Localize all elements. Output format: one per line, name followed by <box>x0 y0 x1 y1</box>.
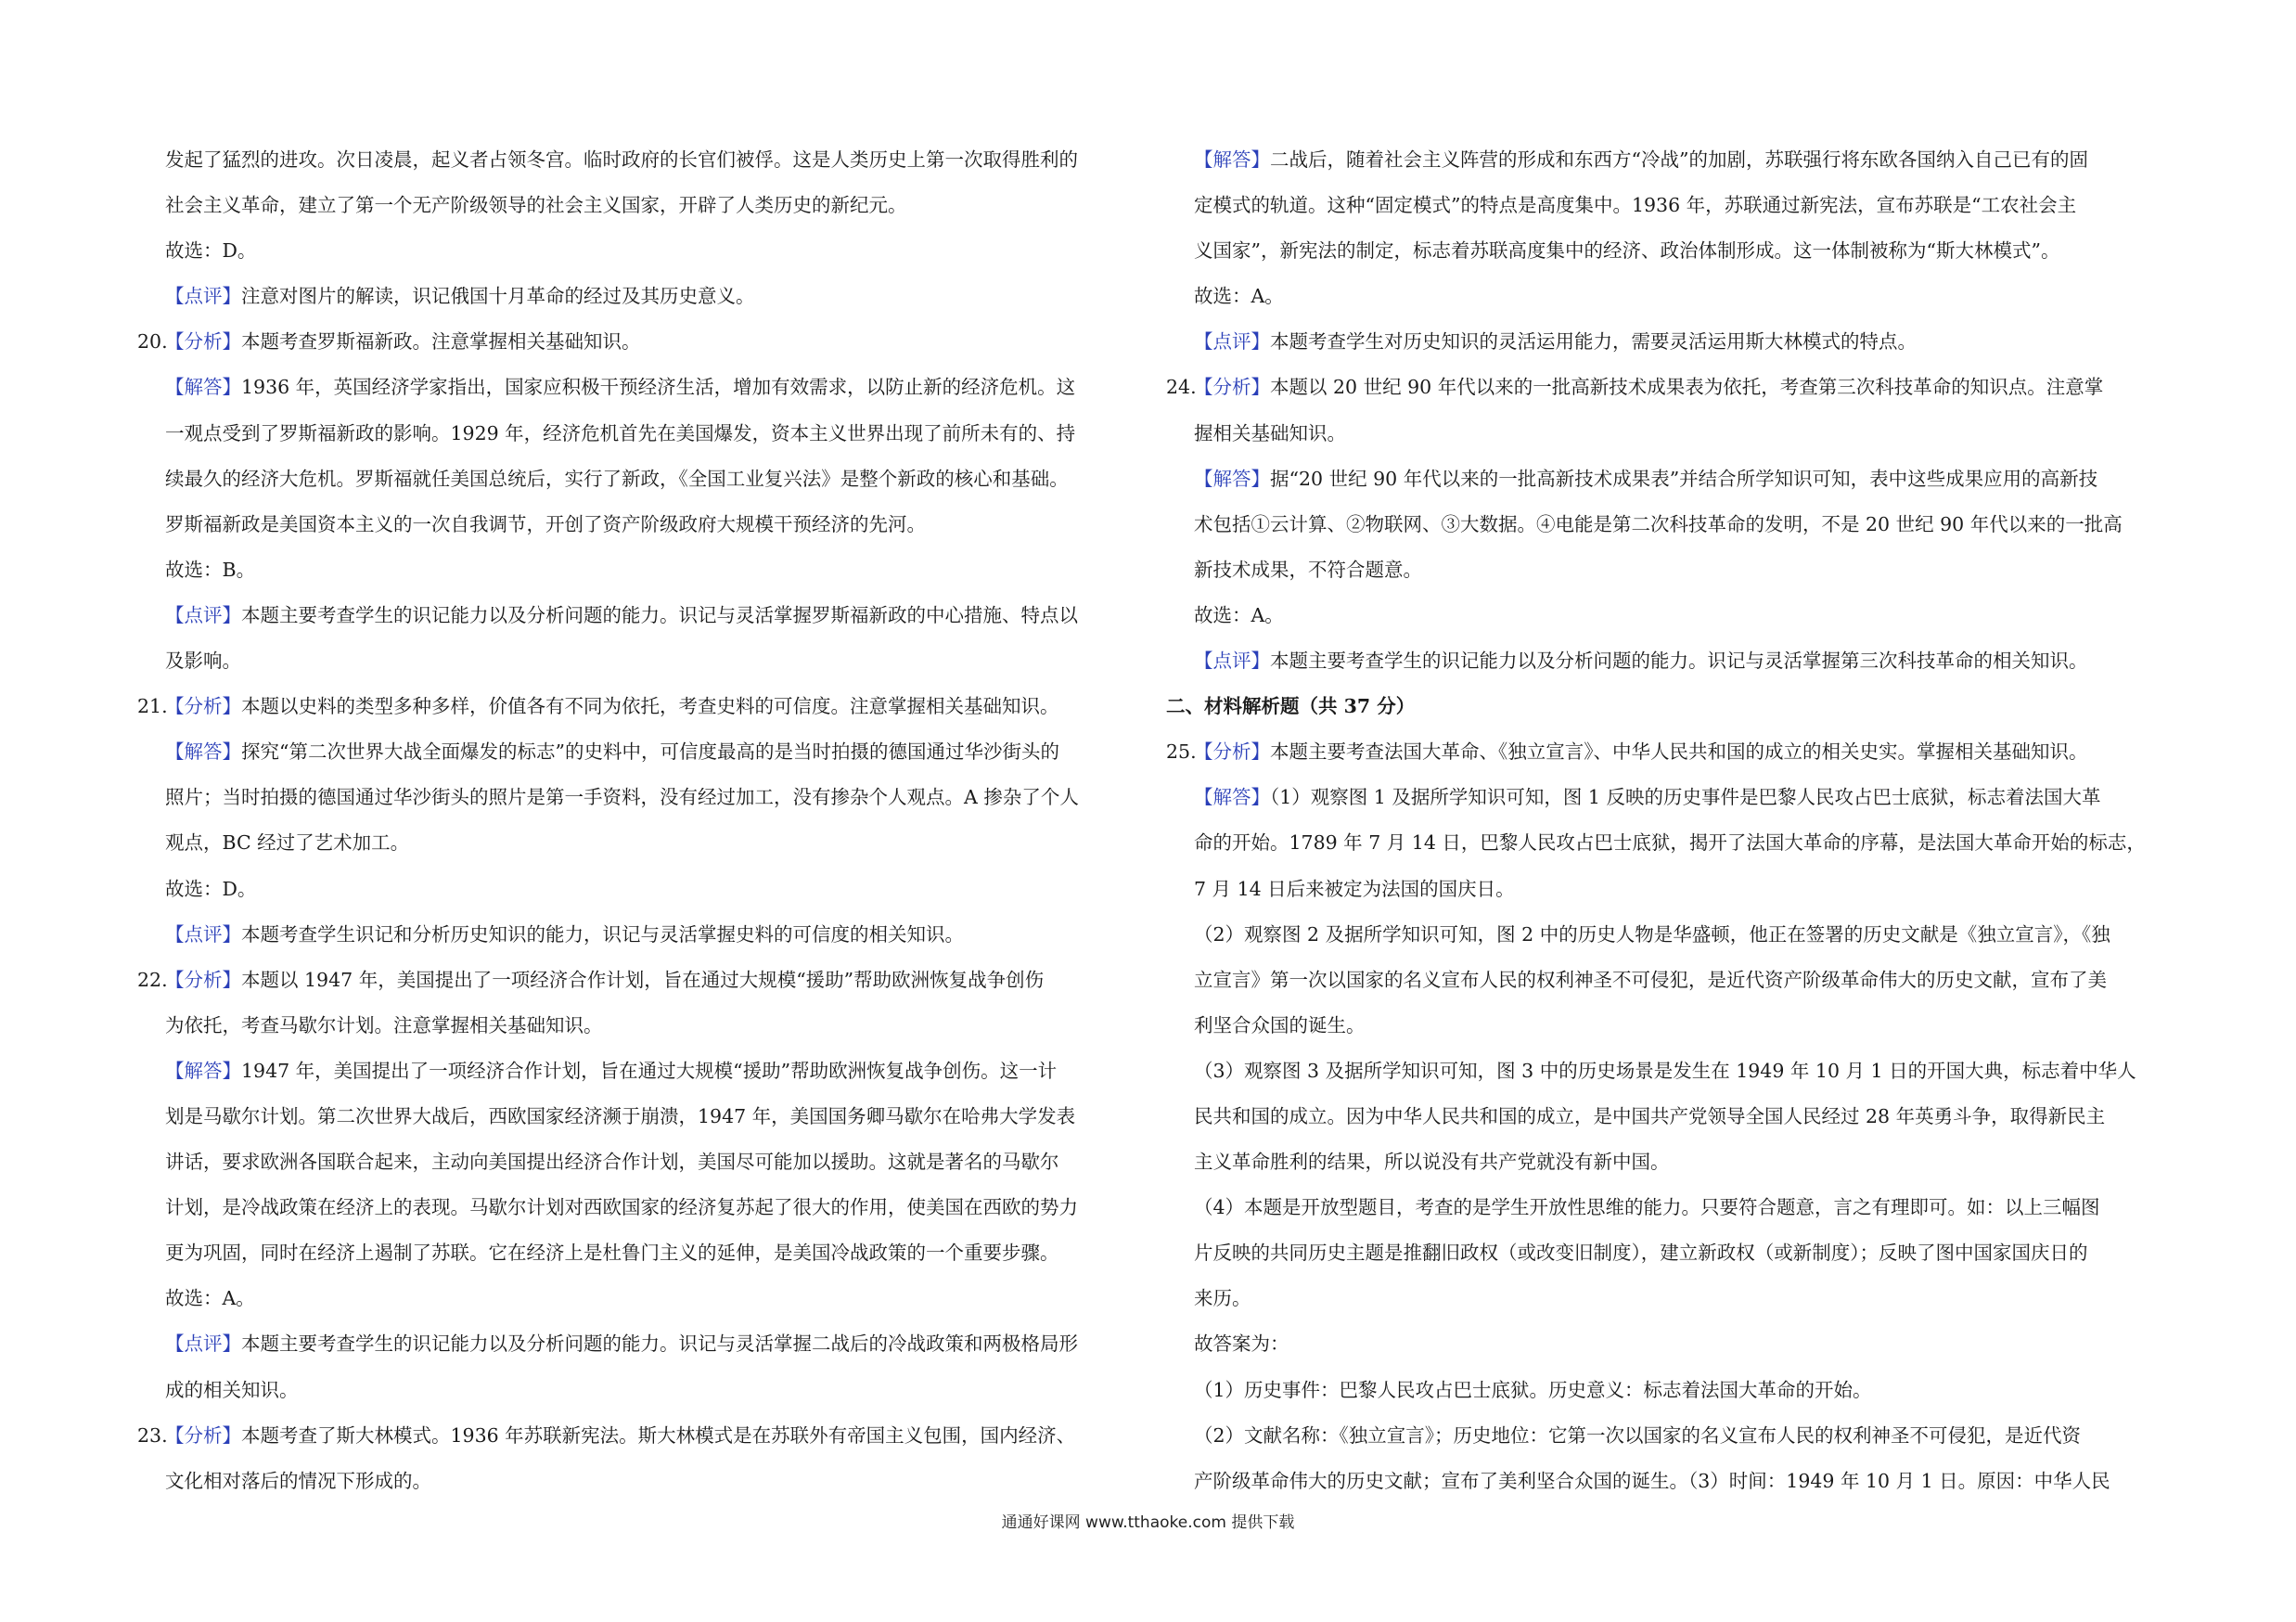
text-line <box>137 638 1144 684</box>
line-text: 故选：A。 <box>165 1287 255 1310</box>
answer-tag: 【点评】 <box>1194 650 1270 673</box>
line-text: 观点，BC 经过了艺术加工。 <box>165 831 410 855</box>
line-text: （1）观察图 1 及据所学知识可知，图 1 反映的历史事件是巴黎人民攻占巴士底狱，标志着法国大革 <box>1270 786 2101 809</box>
answer-tag: 【点评】 <box>165 285 241 308</box>
line-text: 义国家”，新宪法的制定，标志着苏联高度集中的经济、政治体制形成。这一体制被称为“斯大林模式”。 <box>1194 239 2060 263</box>
line-text: 7 月 14 日后来被定为法国的国庆日。 <box>1194 877 1515 900</box>
answer-tag: 【分析】 <box>165 695 241 718</box>
text-line <box>137 1003 1144 1049</box>
text-line <box>1166 958 2173 1003</box>
text-line <box>137 411 1144 457</box>
text-line <box>137 820 1144 866</box>
answer-tag: 【点评】 <box>165 1332 241 1356</box>
text-line <box>137 457 1144 502</box>
answer-tag: 【分析】 <box>165 1423 241 1447</box>
text-line <box>137 137 1144 183</box>
line-text: 成的相关知识。 <box>165 1378 299 1401</box>
line-text: （2）观察图 2 及据所学知识可知，图 2 中的历史人物是华盛顿，他正在签署的历史文献是《独立宣言》，《独 <box>1194 922 2110 946</box>
text-line <box>1166 1230 2173 1276</box>
section-heading-text: 二、材料解析题（共 37 分） <box>1166 695 1416 718</box>
line-text: （3）观察图 3 及据所学知识可知，图 3 中的历史场景是发生在 1949 年 10 月 1 日的开国大典，标志着中华人 <box>1194 1059 2136 1082</box>
question-number: 21. <box>137 695 168 718</box>
text-line <box>1166 502 2173 547</box>
text-line <box>1166 1139 2173 1185</box>
left-column <box>137 137 1144 1504</box>
line-text: 更为巩固，同时在经济上遏制了苏联。它在经济上是杜鲁门主义的延伸，是美国冷战政策的一个重要步骤。 <box>165 1242 1059 1265</box>
line-text: 划是马歇尔计划。第二次世界大战后，西欧国家经济濒于崩溃，1947 年，美国国务卿马歇尔在哈弗大学发表 <box>165 1104 1076 1127</box>
line-text: 故选：B。 <box>165 558 256 581</box>
line-text: 本题考查学生对历史知识的灵活运用能力，需要灵活运用斯大林模式的特点。 <box>1270 330 1917 354</box>
answer-tag: 【解答】 <box>165 740 241 764</box>
text-line <box>137 547 1144 593</box>
question-number: 24. <box>1166 376 1197 399</box>
question-number: 25. <box>1166 740 1197 764</box>
answer-tag: 【分析】 <box>165 330 241 354</box>
text-line <box>1166 1185 2173 1230</box>
line-text: 本题以史料的类型多种多样，价值各有不同为依托，考查史料的可信度。注意掌握相关基础知识。 <box>241 695 1059 718</box>
text-line <box>1166 1368 2173 1413</box>
text-line <box>137 1321 1144 1367</box>
line-text: 故选：A。 <box>1194 603 1284 626</box>
text-line <box>1166 1276 2173 1321</box>
line-text: （4）本题是开放型题目，考查的是学生开放性思维的能力。只要符合题意，言之有理即可。如：以上三幅图 <box>1194 1196 2100 1219</box>
text-line <box>1166 775 2173 820</box>
answer-tag: 【分析】 <box>165 968 241 991</box>
answer-tag: 【解答】 <box>1194 786 1270 809</box>
text-line <box>137 912 1144 958</box>
answer-tag: 【点评】 <box>165 922 241 946</box>
text-line <box>1166 638 2173 684</box>
text-line <box>137 365 1144 410</box>
line-text: 故选：A。 <box>1194 285 1284 308</box>
line-text: 续最久的经济大危机。罗斯福就任美国总统后，实行了新政，《全国工业复兴法》是整个新政的核心和基础。 <box>165 467 1069 490</box>
line-text: 新技术成果，不符合题意。 <box>1194 558 1422 581</box>
line-text: 产阶级革命伟大的历史文献；宣布了美利坚合众国的诞生。（3）时间：1949 年 10 月 1 日。原因：中华人民 <box>1194 1469 2110 1492</box>
line-text: 计划，是冷战政策在经济上的表现。马歇尔计划对西欧国家的经济复苏起了很大的作用，使美国在西欧的势力 <box>165 1196 1078 1219</box>
text-line <box>137 1230 1144 1276</box>
text-line <box>137 729 1144 775</box>
text-line <box>1166 1413 2173 1459</box>
answer-tag: 【解答】 <box>1194 467 1270 490</box>
text-line <box>137 228 1144 274</box>
line-text: 照片；当时拍摄的德国通过华沙街头的照片是第一手资料，没有经过加工，没有掺杂个人观点。A 掺杂了个人 <box>165 786 1079 809</box>
line-text: 本题主要考查学生的识记能力以及分析问题的能力。识记与灵活掌握二战后的冷战政策和两极格局形 <box>241 1332 1078 1356</box>
line-text: 讲话，要求欧洲各国联合起来，主动向美国提出经济合作计划，美国尽可能加以援助。这就是著名的马歇尔 <box>165 1151 1059 1174</box>
line-text: 1936 年，英国经济学家指出，国家应积极干预经济生活，增加有效需求，以防止新的经济危机。这 <box>241 376 1076 399</box>
text-line <box>1166 729 2173 775</box>
line-text: 术包括①云计算、②物联网、③大数据。④电能是第二次科技革命的发明，不是 20 世纪 90 年代以来的一批高 <box>1194 512 2123 535</box>
line-text: 文化相对落后的情况下形成的。 <box>165 1469 431 1492</box>
question-number: 22. <box>137 968 168 991</box>
line-text: 本题以 1947 年，美国提出了一项经济合作计划，旨在通过大规模“援助”帮助欧洲恢复战争创伤 <box>241 968 1045 991</box>
answer-tag: 【点评】 <box>1194 330 1270 354</box>
line-text: 利坚合众国的诞生。 <box>1194 1013 1366 1036</box>
text-line <box>1166 1094 2173 1139</box>
text-line <box>1166 1049 2173 1094</box>
text-line <box>1166 228 2173 274</box>
answer-tag: 【分析】 <box>1194 740 1270 764</box>
text-line <box>137 775 1144 820</box>
text-line <box>137 1139 1144 1185</box>
text-line <box>137 1368 1144 1413</box>
text-line <box>137 1276 1144 1321</box>
line-text: 探究“第二次世界大战全面爆发的标志”的史料中，可信度最高的是当时拍摄的德国通过华沙街头的 <box>241 740 1059 764</box>
line-text: （2）文献名称：《独立宣言》；历史地位：它第一次以国家的名义宣布人民的权利神圣不可侵犯，是近代资 <box>1194 1423 2082 1447</box>
line-text: 1947 年，美国提出了一项经济合作计划，旨在通过大规模“援助”帮助欧洲恢复战争创伤。这一计 <box>241 1059 1058 1082</box>
line-text: （1）历史事件：巴黎人民攻占巴士底狱。历史意义：标志着法国大革命的开始。 <box>1194 1378 1872 1401</box>
line-text: 一观点受到了罗斯福新政的影响。1929 年，经济危机首先在美国爆发，资本主义世界出现了前所未有的、持 <box>165 421 1076 444</box>
line-text: 本题主要考查学生的识记能力以及分析问题的能力。识记与灵活掌握罗斯福新政的中心措施、特点以 <box>241 603 1078 626</box>
text-line <box>137 1185 1144 1230</box>
line-text: 及影响。 <box>165 650 241 673</box>
question-number: 23. <box>137 1423 168 1447</box>
line-text: 发起了猛烈的进攻。次日凌晨，起义者占领冬宫。临时政府的长官们被俘。这是人类历史上第一次取得胜利的 <box>165 148 1078 171</box>
line-text: 二战后，随着社会主义阵营的形成和东西方“冷战”的加剧，苏联强行将东欧各国纳入自己已有的固 <box>1270 148 2088 171</box>
line-text: 立宣言》第一次以国家的名义宣布人民的权利神圣不可侵犯，是近代资产阶级革命伟大的历史文献，宣布了美 <box>1194 968 2107 991</box>
page-footer: 通通好课网 www.tthaoke.com 提供下载 <box>1001 1513 1295 1532</box>
text-line <box>1166 1459 2173 1504</box>
text-line <box>137 1459 1144 1504</box>
line-text: 握相关基础知识。 <box>1194 421 1346 444</box>
line-text: 主义革命胜利的结果，所以说没有共产党就没有新中国。 <box>1194 1151 1670 1174</box>
line-text: 为依托，考查马歇尔计划。注意掌握相关基础知识。 <box>165 1013 603 1036</box>
text-line <box>1166 183 2173 228</box>
text-line <box>137 684 1144 729</box>
line-text: 据“20 世纪 90 年代以来的一批高新技术成果表”并结合所学知识可知，表中这些成果应用的高新技 <box>1270 467 2098 490</box>
text-line <box>1166 411 2173 457</box>
text-line <box>1166 593 2173 638</box>
line-text: 本题考查学生识记和分析历史知识的能力，识记与灵活掌握史料的可信度的相关知识。 <box>241 922 964 946</box>
text-line <box>1166 274 2173 319</box>
text-line <box>1166 820 2173 866</box>
question-number: 20. <box>137 330 168 354</box>
answer-tag: 【解答】 <box>165 376 241 399</box>
line-text: 民共和国的成立。因为中华人民共和国的成立，是中国共产党领导全国人民经过 28 年英勇斗争，取得新民主 <box>1194 1104 2106 1127</box>
line-text: 本题以 20 世纪 90 年代以来的一批高新技术成果表为依托，考查第三次科技革命的知识点。注意掌 <box>1270 376 2104 399</box>
text-line <box>137 319 1144 365</box>
line-text: 命的开始。1789 年 7 月 14 日，巴黎人民攻占巴士底狱，揭开了法国大革命的序幕，是法国大革命开始的标志， <box>1194 831 2146 855</box>
text-line <box>1166 457 2173 502</box>
line-text: 注意对图片的解读，识记俄国十月革命的经过及其历史意义。 <box>241 285 755 308</box>
text-line <box>1166 137 2173 183</box>
text-line <box>137 274 1144 319</box>
text-line <box>1166 547 2173 593</box>
line-text: 故选：D。 <box>165 877 257 900</box>
line-text: 本题考查了斯大林模式。1936 年苏联新宪法。斯大林模式是在苏联外有帝国主义包围，国内经济、 <box>241 1423 1076 1447</box>
text-line <box>1166 867 2173 912</box>
text-line <box>137 183 1144 228</box>
text-line <box>137 502 1144 547</box>
text-line <box>1166 1321 2173 1367</box>
section-heading <box>1166 684 2173 729</box>
text-line <box>137 1049 1144 1094</box>
text-line <box>137 593 1144 638</box>
line-text: 罗斯福新政是美国资本主义的一次自我调节，开创了资产阶级政府大规模干预经济的先河。 <box>165 512 926 535</box>
text-line <box>137 867 1144 912</box>
text-line <box>137 958 1144 1003</box>
line-text: 定模式的轨道。这种“固定模式”的特点是高度集中。1936 年，苏联通过新宪法，宣布苏联是“工农社会主 <box>1194 194 2077 217</box>
text-line <box>1166 1003 2173 1049</box>
line-text: 本题主要考查法国大革命、《独立宣言》、中华人民共和国的成立的相关史实。掌握相关基础知识。 <box>1270 740 2088 764</box>
text-line <box>137 1413 1144 1459</box>
answer-tag: 【解答】 <box>165 1059 241 1082</box>
answer-tag: 【点评】 <box>165 603 241 626</box>
line-text: 片反映的共同历史主题是推翻旧政权（或改变旧制度），建立新政权（或新制度）；反映了图中国家国庆日的 <box>1194 1242 2088 1265</box>
line-text: 社会主义革命，建立了第一个无产阶级领导的社会主义国家，开辟了人类历史的新纪元。 <box>165 194 907 217</box>
text-line <box>137 1094 1144 1139</box>
line-text: 故选：D。 <box>165 239 257 263</box>
text-line <box>1166 319 2173 365</box>
line-text: 故答案为： <box>1194 1332 1289 1356</box>
answer-tag: 【解答】 <box>1194 148 1270 171</box>
text-line <box>1166 912 2173 958</box>
right-column <box>1166 137 2173 1504</box>
line-text: 本题主要考查学生的识记能力以及分析问题的能力。识记与灵活掌握第三次科技革命的相关知识。 <box>1270 650 2088 673</box>
line-text: 本题考查罗斯福新政。注意掌握相关基础知识。 <box>241 330 641 354</box>
answer-tag: 【分析】 <box>1194 376 1270 399</box>
text-line <box>1166 365 2173 410</box>
line-text: 来历。 <box>1194 1287 1251 1310</box>
